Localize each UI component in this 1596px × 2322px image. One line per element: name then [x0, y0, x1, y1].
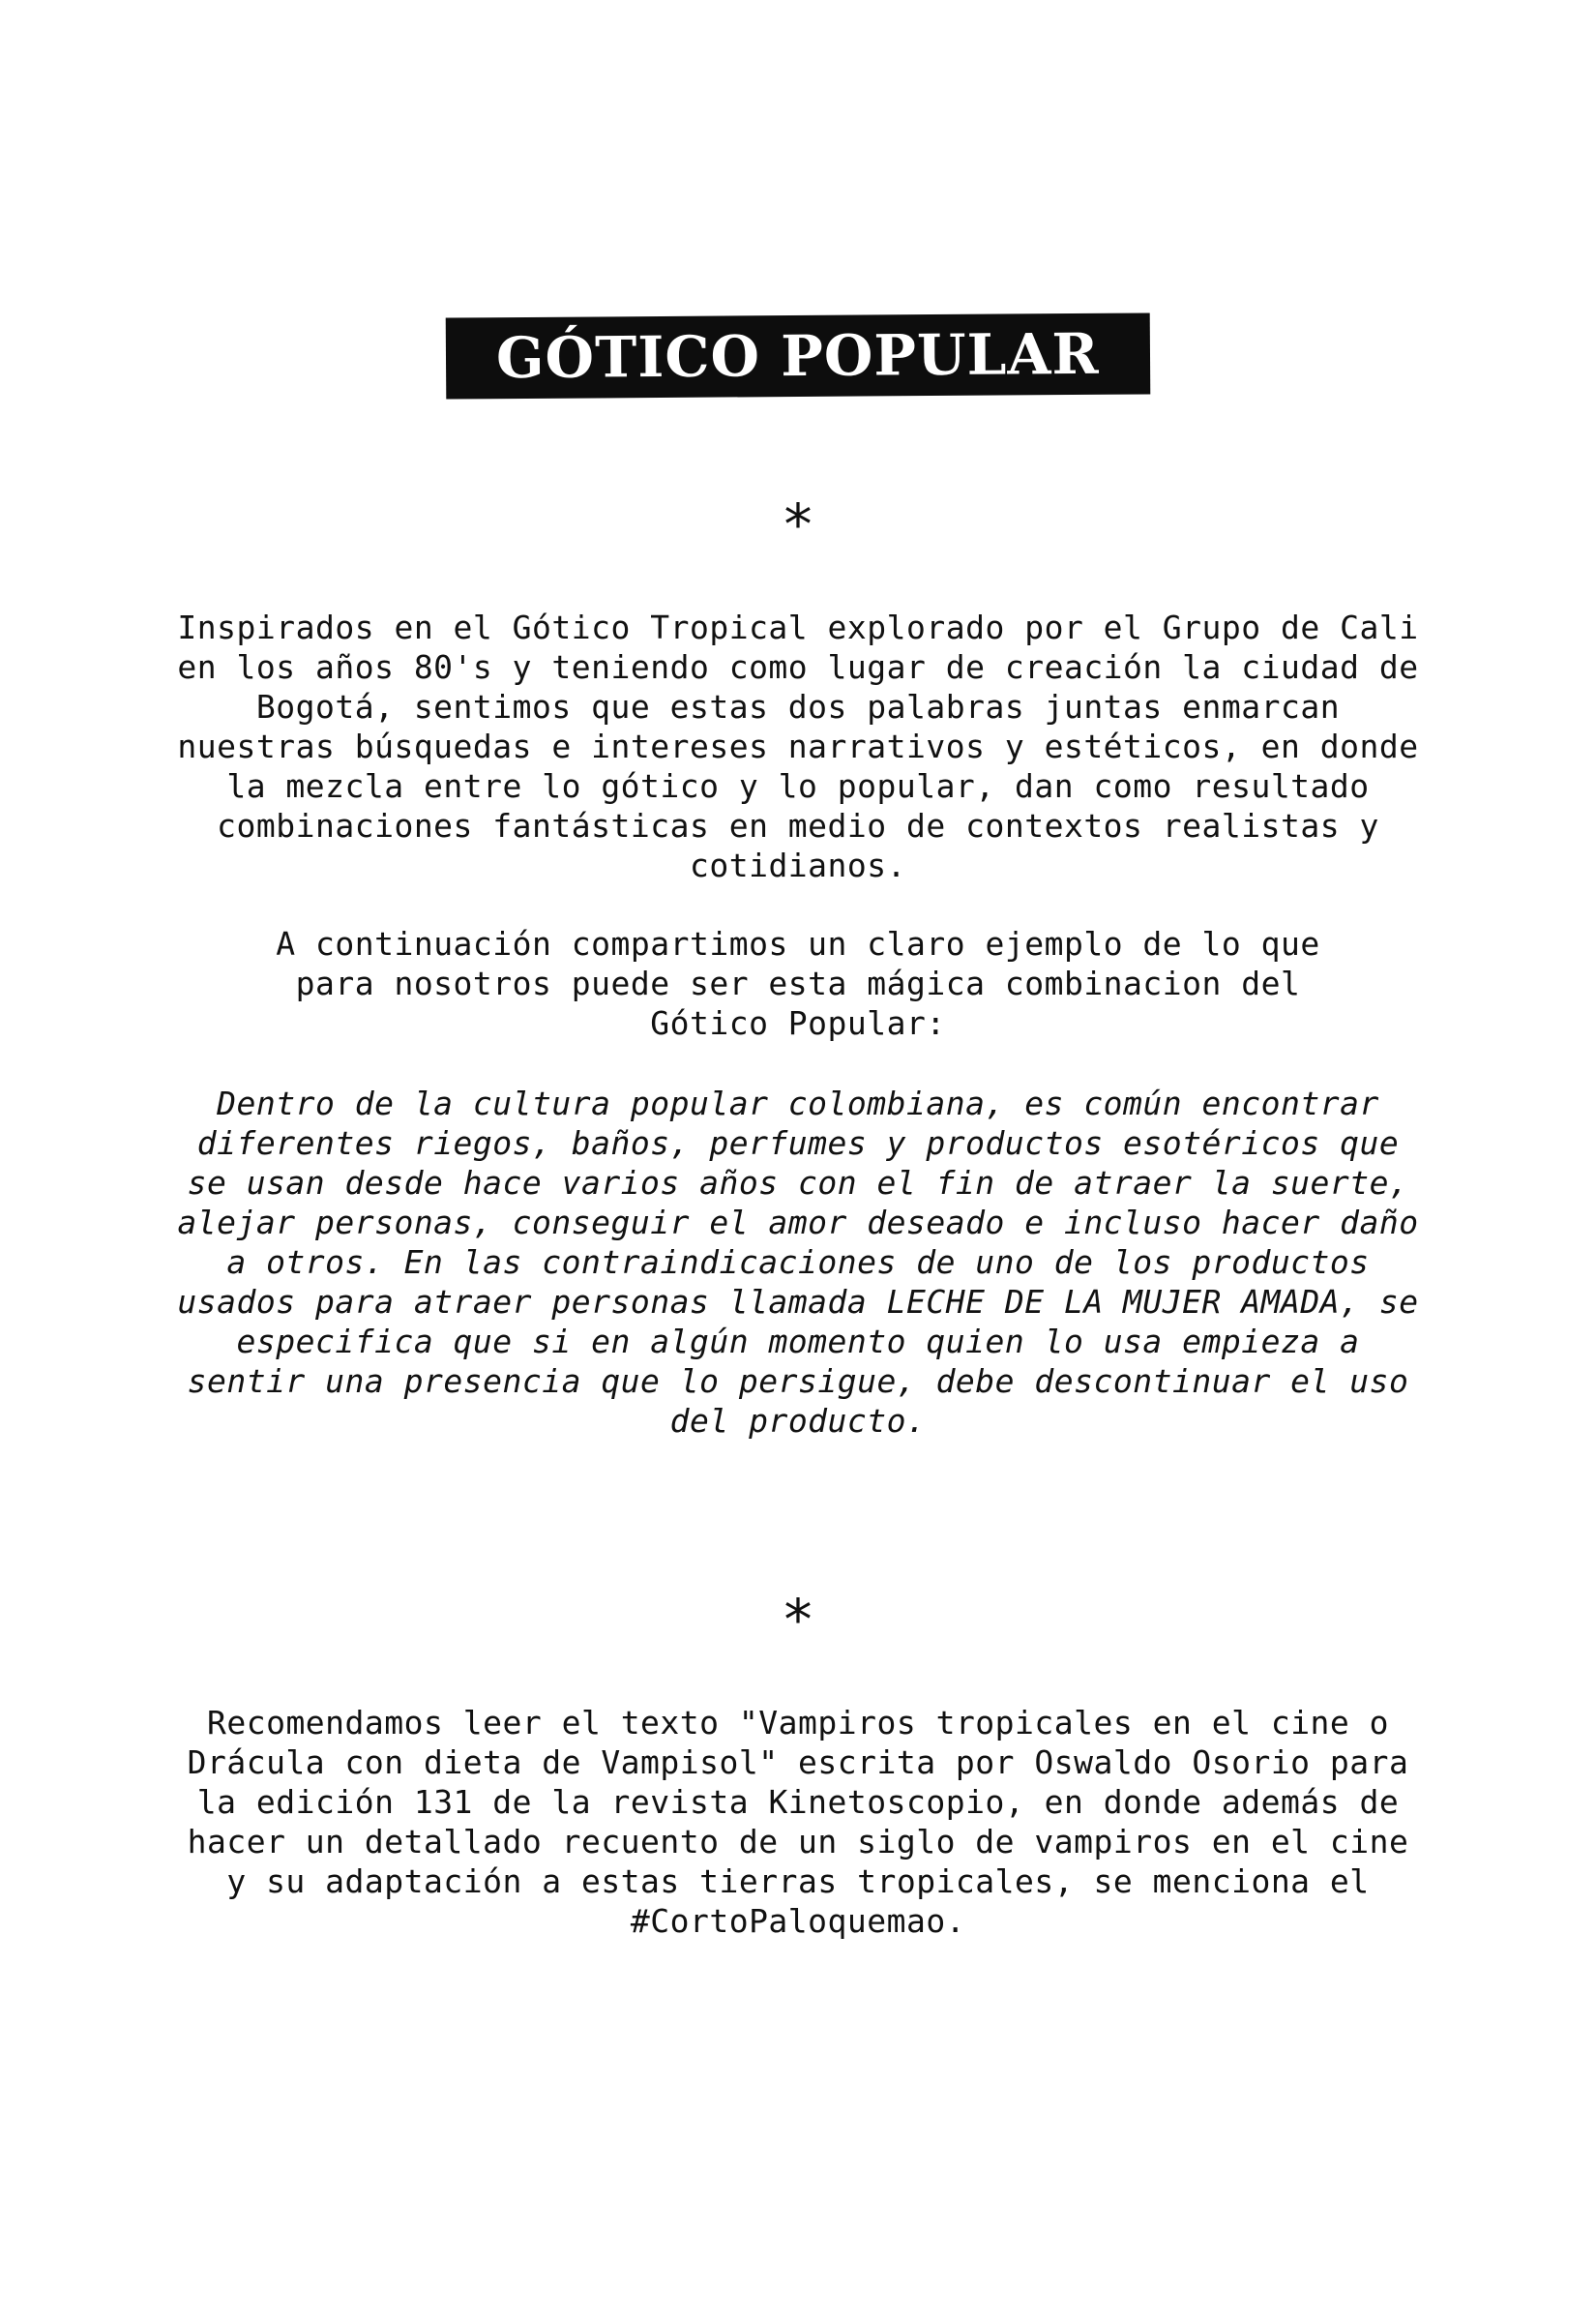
- recommendation-paragraph: [169, 1703, 1427, 1941]
- recommendation-text: Recomendamos leer el texto "Vampiros tropicales en el cine o Drácula con dieta de Vampisol" escrita por Oswaldo Osorio para la edición 131 de la revista Kinetoscopio, en donde además de hacer un detallado recuento de un siglo de vampiros en el cine y su adaptación a estas tierras tropicales, se menciona el #CortoPaloquemao.: [187, 1704, 1409, 1940]
- example-paragraph: [169, 1084, 1427, 1441]
- intro-paragraph: [169, 608, 1427, 885]
- example-intro-text: A continuación compartimos un claro ejemplo de lo que para nosotros puede ser esta mágica combinacion del Gótico Popular:: [276, 925, 1320, 1042]
- asterisk-separator-2: *: [783, 1587, 813, 1652]
- asterisk-separator-1: *: [783, 491, 813, 557]
- title-banner: [0, 315, 1596, 397]
- page-title: GÓTICO POPULAR: [446, 313, 1150, 399]
- example-text: Dentro de la cultura popular colombiana, es común encontrar diferentes riegos, baños, perfumes y productos esotéricos que se usan desde hace varios años con el fin de atraer la suerte, alejar personas, conseguir el amor deseado e incluso hacer daño a otros. En las contraindicaciones de uno de los productos usados para atraer personas llamada LECHE DE LA MUJER AMADA, se especifica que si en algún momento quien lo usa empieza a sentir una presencia que lo persigue, debe descontinuar el uso del producto.: [177, 1085, 1419, 1440]
- intro-text: Inspirados en el Gótico Tropical explorado por el Grupo de Cali en los años 80's y teniendo como lugar de creación la ciudad de Bogotá, sentimos que estas dos palabras juntas enmarcan nuestras búsquedas e intereses narrativos y estéticos, en donde la mezcla entre lo gótico y lo popular, dan como resultado combinaciones fantásticas en medio de contextos realistas y cotidianos.: [177, 609, 1419, 884]
- example-intro-paragraph: [227, 924, 1369, 1043]
